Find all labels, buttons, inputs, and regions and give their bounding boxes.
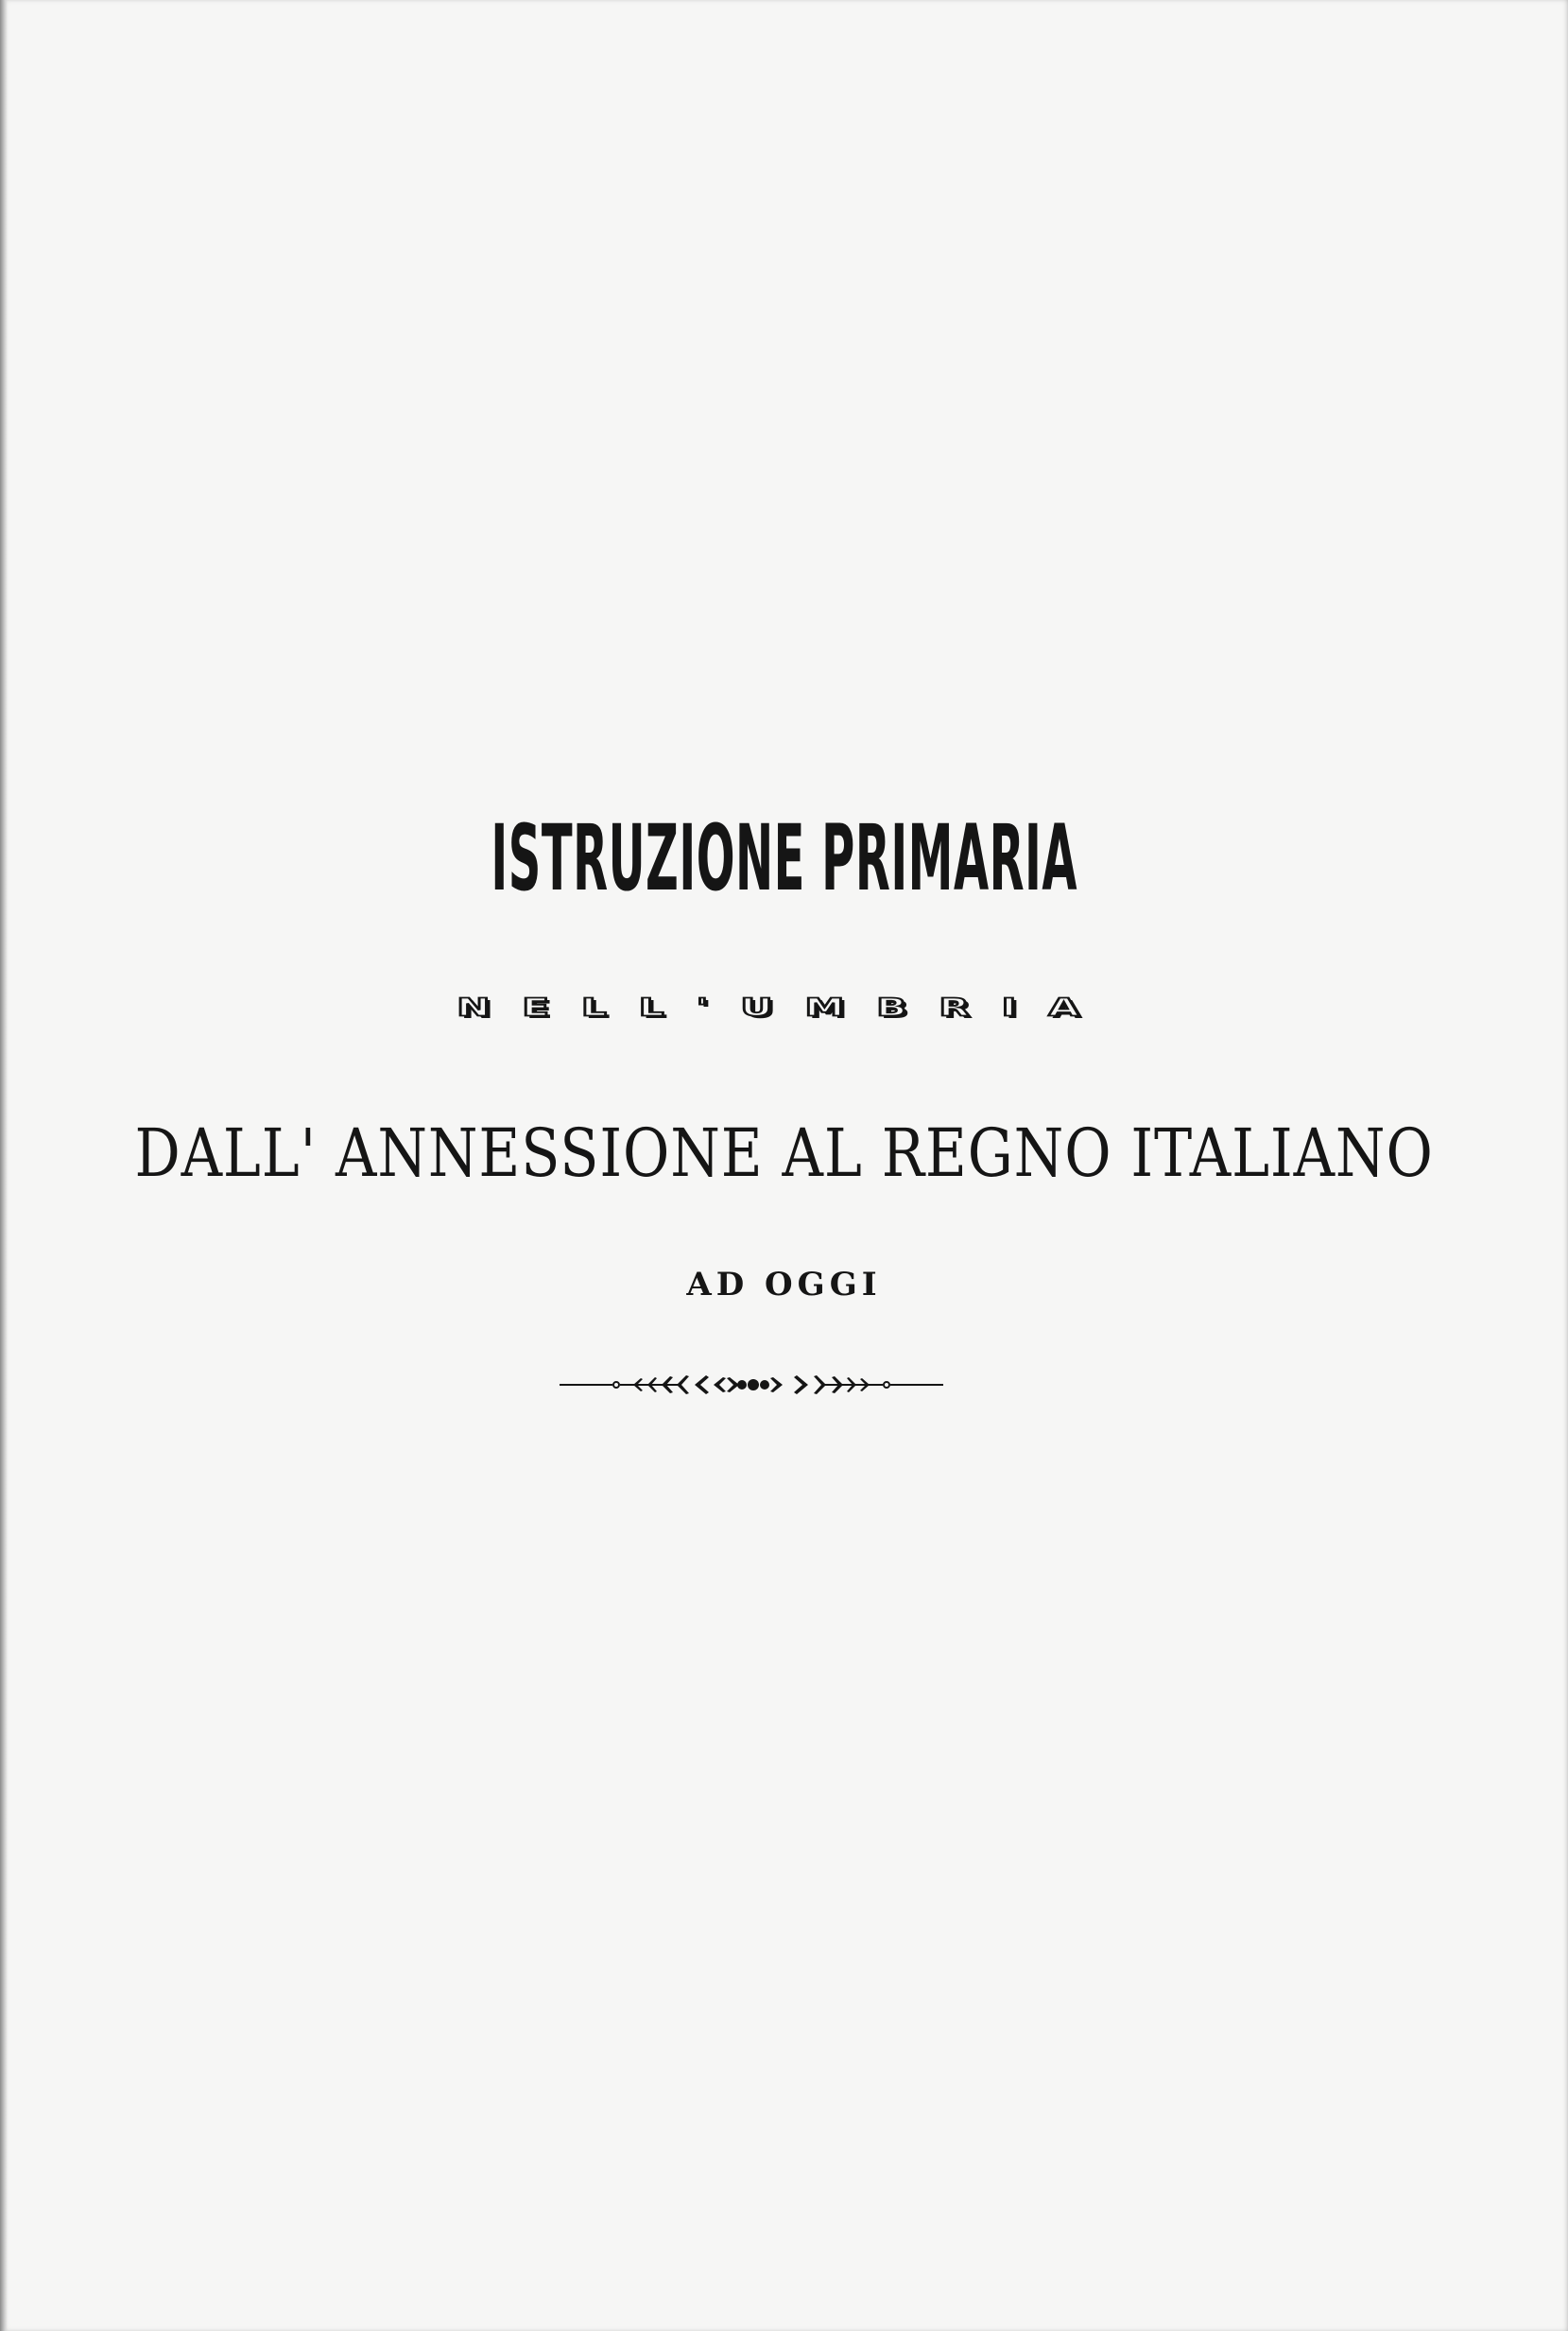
title-heading: ISTRUZIONE PRIMARIA xyxy=(491,805,1078,911)
page-edge-shadow xyxy=(0,0,8,2331)
subtitle-heading: NELL'UMBRIA xyxy=(457,993,1111,1022)
laurel-divider-icon xyxy=(558,1361,945,1408)
annexation-line: DALL' ANNESSIONE AL REGNO ITALIANO xyxy=(134,1114,1434,1192)
date-line: AD OGGI xyxy=(686,1266,882,1304)
